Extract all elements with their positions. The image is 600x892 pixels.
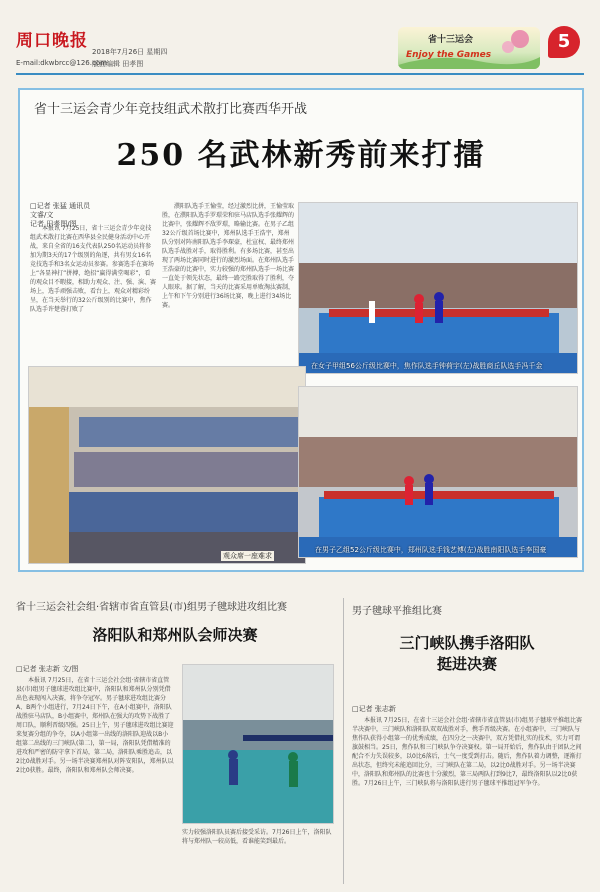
right-headline: 三门峡队携手洛阳队 挺进决赛 <box>399 634 535 673</box>
lead-byline: □记者 张猛 通讯员 文睿/文 记者 田孝图/图 <box>30 202 91 228</box>
header-rule <box>16 73 584 75</box>
lead-story-box <box>18 88 584 572</box>
crowd-photo-icon <box>29 367 306 564</box>
gym-photo-icon <box>183 665 334 824</box>
left-article-body: 本报讯 7月25日，在省十三运会社会组·省辖市省直管县(市)组男子毽球进攻组比赛中，洛阳队和郑州队分别凭借出色表现闯入决赛，将争夺冠军。男子毽球进攻组比赛分A、B两个小组进行，7月24日下午，在A小组赛中，洛阳队战胜驻马店队，B小组赛中，郑州队在强大的攻势下战胜了周口队，顺利晋级四强。25日上午，男子毽球进攻组比赛迎来复赛分组的争夺，以A小组第一出线的洛阳队迎战以B小组第二出线的三门峡队(第二)，第一局，洛阳队凭借精准的进攻和严密的防守拿下首局，第二局，洛阳队乘胜追击，以2比0战胜对手。另一场半决赛郑州队对阵安阳队，郑州队以2比0获胜。最终，洛阳队和郑州队会师决赛。 <box>16 677 174 774</box>
lead-headline: 250 名武林新秀前来打擂 <box>116 138 486 173</box>
lead-kicker: 省十三运会青少年竞技组武术散打比赛西华开战 <box>34 102 308 117</box>
issue-date: 2018年7月26日 星期四 <box>92 48 168 56</box>
right-article-body: 本报讯 7月25日，在省十三运会社会组·省辖市省直管县(市)组男子毽球平推组比赛半决赛中，三门峡队和洛阳队双双战胜对手，携手晋级决赛。在小组赛中，三门峡队与焦作队获得小组第一的优秀成绩，在四分之一决赛中，双方凭借扎实的技术，实力可谓旗鼓相当。25日，焦作队和三门峡队争夺决赛权。第一局开始后，焦作队由于团队之间配合不力失误较多，以0比6落后，士气一度受到打击。随后，焦作队着力调整，逐渐打出状态，但终究未能追回比分，三门峡队在第二局，以2比0战胜对手。另一场半决赛中，洛阳队和郑州队的比赛也十分激烈，第三局两队打到9比7，最终洛阳队以2比0获胜。7月26日上午，三门峡队将与洛阳队进行男子毽球平推组冠军争夺。 <box>352 717 582 787</box>
left-byline: □记者 张志新 文/图 <box>16 665 79 673</box>
photo-1-caption: 在女子甲组56公斤级比赛中，焦作队选手钟荷宇(左)战胜商丘队选手冯千金 <box>311 362 543 370</box>
arena-photo-icon <box>299 203 578 374</box>
audience-photo <box>28 366 306 564</box>
left-section-label: 省十三运会社会组·省辖市省直管县(市)组男子毽球进攻组比赛 <box>16 602 287 613</box>
photo-2-caption: 观众席一座难求 <box>223 552 272 560</box>
left-photo-caption: 实力较强洛阳队员赛后接受采访。7月26日上午，洛阳队将与郑州队一较高低，看谁能笑到最后。 <box>182 829 332 845</box>
lead-column-2: 濮阳队选手王愉莹，经过激烈比拼，王愉莹取胜，在濮阳队选手罗璟荣和驻马店队选手张耀辉的比赛中，张耀辉不敌罗璟，略输比赛。在男子乙组32公斤级首场比赛中，郑州队选手王浩宇，郑州队分别对阵南阳队选手李琛豪，杜宣权、最终郑州队选手战胜对手，取得胜利。有多场比赛，甚至出现了两场比赛同时进行的激烈场面。在郑州队选手王浩豪的比赛中，实力较强的郑州队选手一场比赛一直处于领先状态，最终一路完胜取得了胜利，夺人眼球。据了解，当天的比赛采用单败淘汰赛制，上午和下午分别进行36场比赛，晚上进行34场比赛。 <box>162 203 294 309</box>
page-header <box>0 0 600 78</box>
games-banner <box>398 27 540 69</box>
right-section-label: 男子毽球平推组比赛 <box>352 606 442 617</box>
sanda-match-photo-2 <box>298 386 578 558</box>
page-number-badge: 5 <box>548 26 580 58</box>
sanda-match-photo-1 <box>298 202 578 374</box>
column-divider <box>343 598 344 884</box>
right-byline: □记者 张志新 <box>352 705 396 713</box>
contact-email: E-mail:dkwbrcc@126.com <box>16 59 107 67</box>
lead-column-1: 本报讯 7月25日，省十三运会青少年竞技组武术散打比赛在西华县全民健身活动中心开战，来自全省的16支代表队250名运动员将参加为期3天的17个级别的角逐，共有男女16名竞技选手和3名女运动员参赛。参赛选手在赛场上“各显神打”拼搏，绝招“赢得满堂喝彩”，看的观众目不暇接，相助力观众、注、强、演、赛场上，选手顽强击败，看台上，观众对精彩纷呈，在当天举行的32公斤级别的比赛中，焦作队选手许楚蓉打败了 <box>30 225 156 313</box>
banner-title: 省十三运会 <box>428 35 474 45</box>
newspaper-logo: 周口晚报 <box>16 31 88 51</box>
arena-photo-icon <box>299 387 578 558</box>
photo-3-caption: 在男子乙组52公斤级比赛中，郑州队选手钱艺博(左)战胜南阳队选手李国豪 <box>315 546 547 554</box>
left-headline: 洛阳队和郑州队会师决赛 <box>92 626 258 644</box>
jianqiu-match-photo <box>182 664 334 824</box>
banner-subtitle: Enjoy the Games <box>406 50 492 60</box>
page-editor: 版面编辑 田孝图 <box>92 60 144 68</box>
